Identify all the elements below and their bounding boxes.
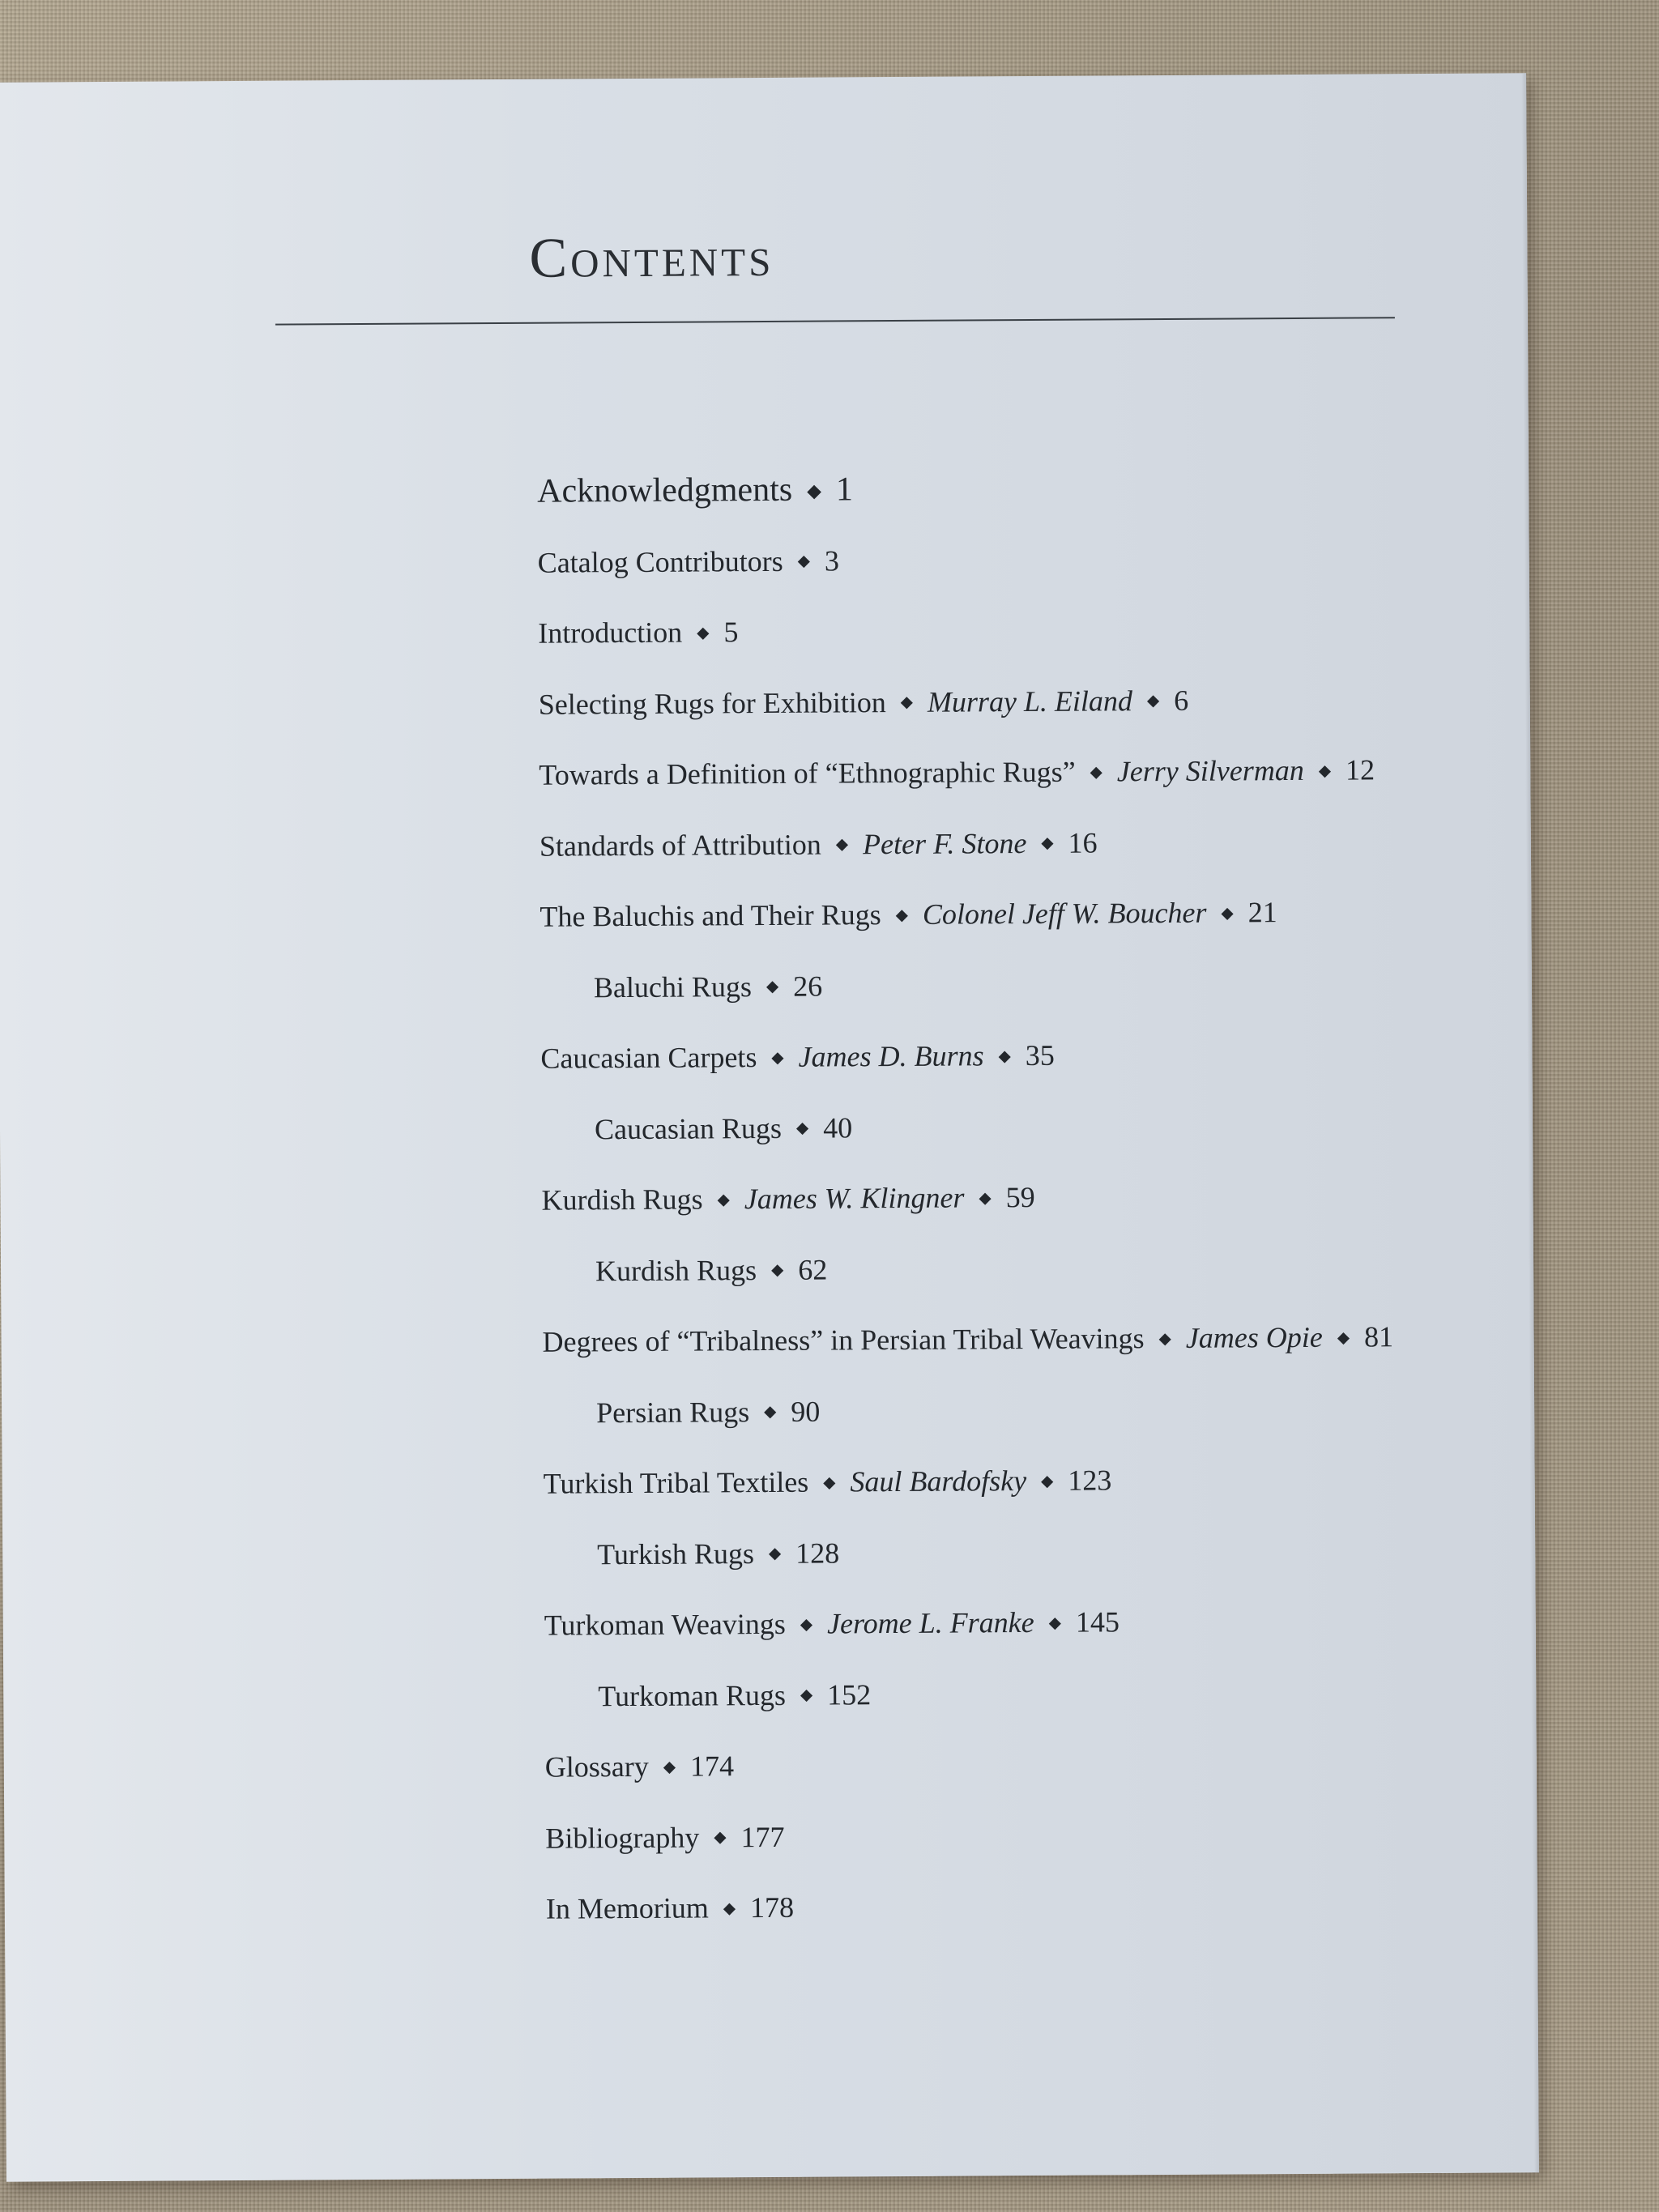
toc-entry-author: Saul Bardofsky	[850, 1464, 1027, 1498]
toc-subentry	[542, 1230, 1474, 1307]
toc-entry-page-number: 81	[1363, 1320, 1394, 1353]
toc-entry-page-number: 35	[1025, 1038, 1055, 1072]
diamond-bullet-icon: ◆	[823, 1473, 836, 1492]
diamond-bullet-icon: ◆	[800, 1615, 813, 1634]
diamond-bullet-icon: ◆	[723, 1899, 736, 1918]
toc-entry	[543, 1443, 1475, 1520]
diamond-bullet-icon: ◆	[1090, 763, 1102, 782]
toc-entry-page-number: 62	[798, 1253, 828, 1286]
toc-entry-page-number: 123	[1068, 1464, 1112, 1497]
toc-entry-title: Persian Rugs	[596, 1395, 750, 1429]
toc-entry-page-number: 178	[749, 1890, 795, 1924]
diamond-bullet-icon: ◆	[697, 624, 710, 642]
toc-entry-title: Turkish Rugs	[597, 1536, 755, 1571]
toc-entry	[546, 1869, 1478, 1946]
diamond-bullet-icon: ◆	[979, 1189, 992, 1208]
toc-entry-title: Bibliography	[545, 1821, 700, 1855]
diamond-bullet-icon: ◆	[795, 1119, 809, 1138]
diamond-bullet-icon: ◆	[1221, 904, 1234, 923]
diamond-bullet-icon: ◆	[1337, 1328, 1350, 1347]
toc-entry-author: Jerome L. Franke	[826, 1605, 1034, 1640]
toc-entry	[539, 805, 1472, 882]
toc-entry-title: Towards a Definition of “Ethnographic Rugs”	[539, 755, 1076, 791]
toc-entry-title: In Memorium	[545, 1891, 709, 1925]
toc-entry-page-number: 40	[823, 1110, 853, 1144]
toc-entry-page-number: 59	[1005, 1180, 1035, 1214]
diamond-bullet-icon: ◆	[900, 693, 914, 712]
toc-entry-author: James Opie	[1185, 1320, 1323, 1354]
diamond-bullet-icon: ◆	[1041, 834, 1054, 853]
toc-entry-title: Introduction	[538, 616, 683, 650]
diamond-bullet-icon: ◆	[771, 1261, 784, 1280]
toc-entry-author: James D. Burns	[798, 1039, 984, 1073]
toc-entry	[545, 1727, 1478, 1804]
toc-entry	[542, 1302, 1474, 1379]
diamond-bullet-icon: ◆	[1318, 761, 1332, 780]
diamond-bullet-icon: ◆	[895, 906, 908, 925]
toc-entry	[541, 1160, 1473, 1237]
title-rule	[275, 317, 1395, 325]
diamond-bullet-icon: ◆	[717, 1191, 730, 1209]
toc-entry	[539, 663, 1471, 740]
toc-entry-page-number: 26	[793, 970, 823, 1003]
toc-entry-page-number: 21	[1247, 896, 1277, 929]
toc-entry-author: Murray L. Eiland	[927, 684, 1133, 718]
toc-subentry	[541, 1089, 1473, 1166]
toc-entry-page-number: 90	[791, 1395, 821, 1428]
diamond-bullet-icon: ◆	[1041, 1472, 1054, 1490]
toc-entry	[545, 1797, 1478, 1874]
toc-entry-page-number: 3	[824, 543, 840, 578]
table-of-contents	[537, 451, 1478, 1945]
toc-entry-page-number: 174	[689, 1750, 735, 1783]
diamond-bullet-icon: ◆	[797, 552, 811, 571]
toc-entry-page-number: 12	[1345, 753, 1375, 786]
diamond-bullet-icon: ◆	[807, 479, 821, 501]
toc-entry	[537, 522, 1469, 599]
toc-entry-author: Colonel Jeff W. Boucher	[922, 896, 1207, 931]
toc-entry-page-number: 5	[723, 616, 739, 649]
toc-entry-page-number: 1	[835, 471, 854, 509]
toc-entry-page-number: 6	[1174, 684, 1189, 717]
diamond-bullet-icon: ◆	[800, 1686, 813, 1705]
toc-entry	[537, 451, 1469, 528]
toc-entry-page-number: 145	[1075, 1605, 1120, 1639]
toc-entry-title: Catalog Contributors	[537, 544, 783, 579]
toc-entry-title: The Baluchis and Their Rugs	[539, 898, 881, 933]
toc-entry-author: Peter F. Stone	[862, 826, 1027, 860]
diamond-bullet-icon: ◆	[1048, 1613, 1061, 1632]
toc-subentry	[544, 1514, 1476, 1591]
toc-subentry	[543, 1372, 1475, 1449]
page-edge	[1521, 73, 1539, 2172]
diamond-bullet-icon: ◆	[835, 835, 849, 854]
toc-entry-title: Degrees of “Tribalness” in Persian Tribal Weavings	[542, 1322, 1145, 1358]
toc-entry-title: Kurdish Rugs	[541, 1183, 703, 1217]
toc-entry-title: Turkoman Weavings	[544, 1607, 786, 1642]
toc-entry-title: Glossary	[544, 1750, 649, 1784]
diamond-bullet-icon: ◆	[1158, 1329, 1171, 1349]
toc-entry-title: Caucasian Rugs	[594, 1111, 783, 1145]
toc-subentry	[540, 947, 1473, 1024]
toc-entry	[544, 1585, 1476, 1662]
toc-entry-title: Turkish Tribal Textiles	[543, 1465, 809, 1500]
toc-entry-page-number: 177	[740, 1820, 785, 1853]
diamond-bullet-icon: ◆	[764, 1403, 777, 1421]
toc-entry-title: Turkoman Rugs	[598, 1678, 787, 1712]
diamond-bullet-icon: ◆	[771, 1048, 784, 1067]
toc-entry	[539, 876, 1472, 953]
toc-entry-page-number: 128	[795, 1536, 840, 1570]
toc-entry-title: Caucasian Carpets	[540, 1041, 757, 1075]
toc-entry-title: Kurdish Rugs	[595, 1253, 757, 1287]
diamond-bullet-icon: ◆	[768, 1545, 782, 1563]
toc-entry-title: Standards of Attribution	[539, 828, 821, 863]
diamond-bullet-icon: ◆	[714, 1828, 727, 1847]
toc-entry-title: Selecting Rugs for Exhibition	[538, 685, 886, 721]
toc-subentry	[544, 1656, 1477, 1733]
toc-entry	[540, 1018, 1473, 1095]
toc-entry-title: Baluchi Rugs	[593, 970, 753, 1004]
page-title: Contents	[529, 225, 774, 290]
toc-entry-page-number: 16	[1068, 825, 1098, 859]
toc-entry-author: James W. Klingner	[744, 1181, 965, 1216]
diamond-bullet-icon: ◆	[1146, 692, 1160, 710]
toc-entry-author: Jerry Silverman	[1116, 753, 1304, 788]
toc-entry-title: Acknowledgments	[537, 471, 793, 510]
book-page	[0, 73, 1539, 2182]
diamond-bullet-icon: ◆	[663, 1758, 676, 1776]
toc-entry	[539, 735, 1471, 812]
toc-entry	[538, 593, 1470, 670]
diamond-bullet-icon: ◆	[998, 1047, 1011, 1066]
diamond-bullet-icon: ◆	[766, 978, 779, 996]
toc-entry-page-number: 152	[827, 1677, 872, 1711]
